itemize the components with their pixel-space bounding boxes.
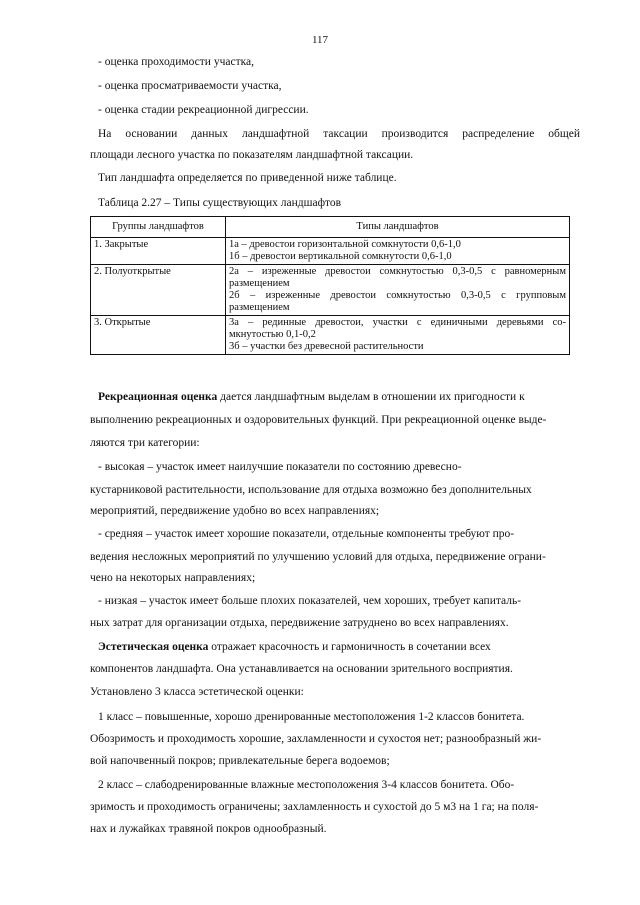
list-item-visibility: - оценка просматриваемости участка, — [98, 80, 282, 92]
type-line: 1а – древостои горизонтальной сомкнутости 0,6-1,0 — [229, 239, 461, 250]
class1-line-3: вой напочвенный покров; привлекательные берега водоемов; — [90, 755, 390, 767]
table-row — [91, 238, 570, 265]
paragraph-distribution-line-1: На основании данных ландшафтной таксации производится распределение общей — [98, 128, 580, 140]
aesthetic-line-3: Установлено 3 класса эстетической оценки: — [90, 686, 304, 698]
table-header-row — [91, 217, 570, 238]
class1-line-2: Обозримость и проходимость хорошие, захламленности и сухостоя нет; разнообразный жи- — [90, 733, 542, 745]
table-header-types: Типы ландшафтов — [226, 217, 570, 238]
category-high-line-2: кустарниковой растительности, использование для отдыха возможно без дополнительных — [90, 484, 532, 496]
category-low-line-1: - низкая – участок имеет больше плохих показателей, чем хороших, требует капиталь- — [98, 595, 522, 607]
recreation-text: дается ландшафтным выделам в отношении их пригодности к — [217, 391, 525, 403]
table-header-groups: Группы ландшафтов — [91, 217, 226, 238]
category-high-line-1: - высокая – участок имеет наилучшие показатели по состоянию древесно- — [98, 461, 462, 473]
type-line: 2а – изреженные древостои сомкнутостью 0,3-0,5 с равномерным — [229, 266, 566, 277]
type-line: 2б – изреженные древостои сомкнутостью 0,3-0,5 с групповым — [229, 290, 566, 301]
class2-line-1: 2 класс – слабодренированные влажные местоположения 3-4 классов бонитета. Обо- — [98, 779, 515, 791]
type-line: размещением — [229, 278, 290, 289]
page-number: 117 — [311, 34, 329, 46]
list-item-passability: - оценка проходимости участка, — [98, 56, 254, 68]
recreation-line-1 — [98, 390, 588, 404]
list-item-digression: - оценка стадии рекреационной дигрессии. — [98, 104, 309, 116]
aesthetic-term: Эстетическая оценка — [98, 641, 209, 653]
paragraph-landscape-type: Тип ландшафта определяется по приведенной ниже таблице. — [98, 172, 397, 184]
aesthetic-line-1 — [98, 640, 588, 654]
table-cell-types — [226, 238, 570, 265]
class1-line-1: 1 класс – повышенные, хорошо дренированные местоположения 1-2 классов бонитета. — [98, 711, 525, 723]
table-cell-types — [226, 265, 570, 316]
category-medium-line-3: чено на некоторых направлениях; — [90, 572, 256, 584]
table-caption: Таблица 2.27 – Типы существующих ландшафтов — [98, 197, 342, 209]
type-line: мкнутостью 0,1-0,2 — [229, 329, 316, 340]
table-cell-group: 3. Открытые — [91, 316, 226, 355]
type-line: 3б – участки без древесной растительности — [229, 341, 424, 352]
aesthetic-text: отражает красочность и гармоничность в сочетании всех — [208, 641, 491, 653]
type-line: 1б – древостои вертикальной сомкнутости 0,6-1,0 — [229, 251, 452, 262]
aesthetic-line-2: компонентов ландшафта. Она устанавливается на основании зрительного восприятия. — [90, 663, 513, 675]
category-high-line-3: мероприятий, передвижение удобно во всех направлениях; — [90, 505, 380, 517]
table-cell-types — [226, 316, 570, 355]
recreation-line-3: ляются три категории: — [90, 437, 200, 449]
table-cell-group: 1. Закрытые — [91, 238, 226, 265]
table-row — [91, 316, 570, 355]
type-line: размещением — [229, 302, 290, 313]
recreation-term: Рекреационная оценка — [98, 391, 218, 403]
category-medium-line-1: - средняя – участок имеет хорошие показатели, отдельные компоненты требуют про- — [98, 528, 515, 540]
landscape-types-table — [90, 216, 570, 355]
recreation-line-2: выполнению рекреационных и оздоровительных функций. При рекреационной оценке выде- — [90, 414, 547, 426]
class2-line-3: нах и лужайках травяной покров однообразный. — [90, 823, 327, 835]
paragraph-distribution-line-2: площади лесного участка по показателям ландшафтной таксации. — [90, 149, 414, 161]
class2-line-2: зримость и проходимость ограничены; захламленность и сухостой до 5 м3 на 1 га; на поля- — [90, 801, 539, 813]
category-medium-line-2: ведения несложных мероприятий по улучшению условий для отдыха, передвижение ограни- — [90, 551, 546, 563]
category-low-line-2: ных затрат для организации отдыха, передвижение затруднено во всех направлениях. — [90, 617, 509, 629]
type-line: 3а – рединные древостои, участки с единичными деревьями со- — [229, 317, 566, 328]
table-cell-group: 2. Полуоткрытые — [91, 265, 226, 316]
table-row — [91, 265, 570, 316]
